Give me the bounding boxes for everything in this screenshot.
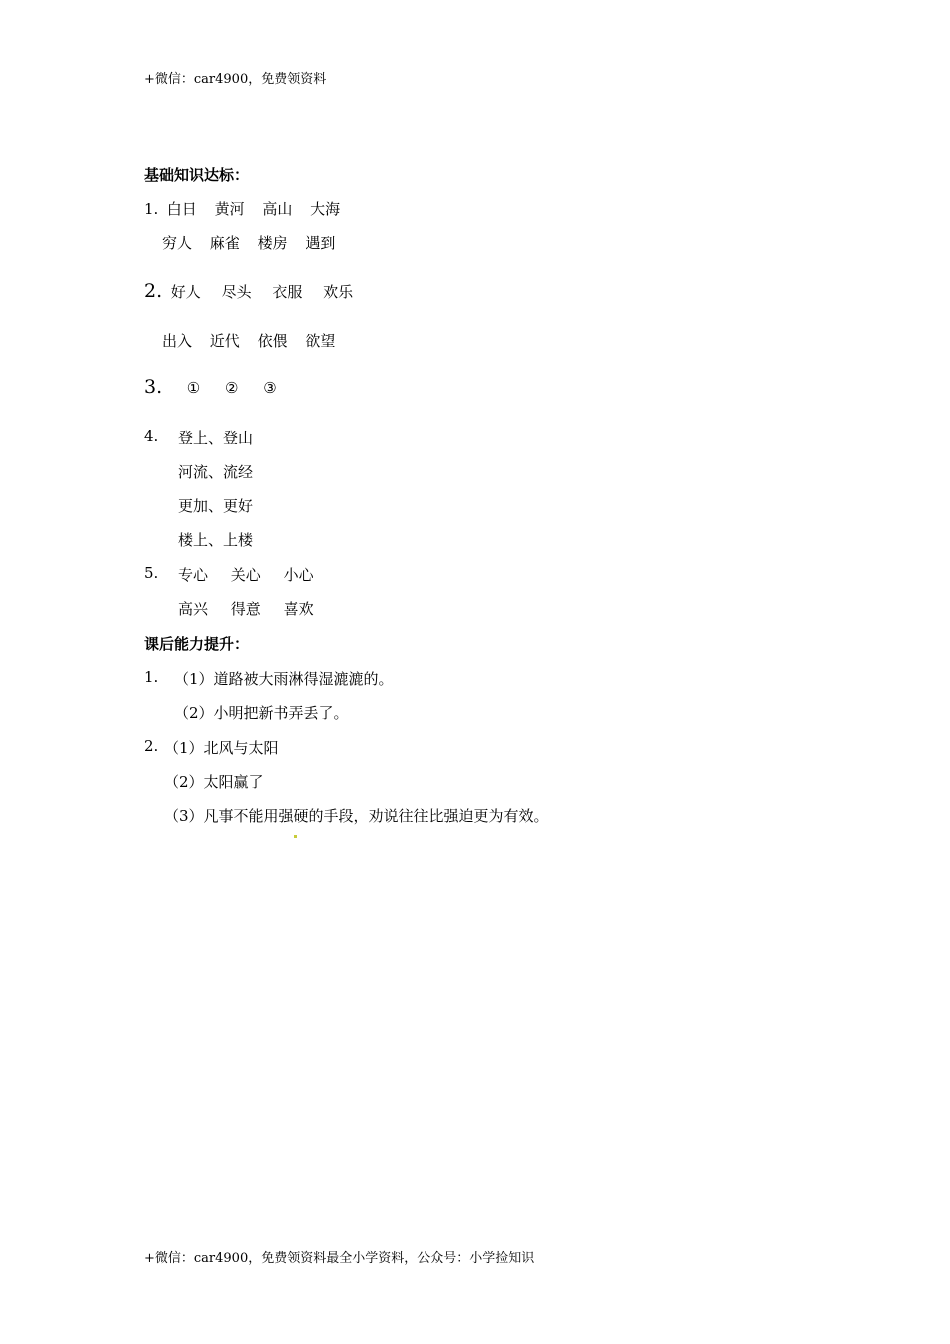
word: 小心 — [283, 566, 314, 584]
section-title-extension: 课后能力提升： — [144, 635, 250, 653]
word: 穷人 — [162, 234, 193, 252]
q3-row — [144, 376, 297, 398]
q4-line: 楼上、上楼 — [178, 531, 254, 549]
word: 高兴 — [178, 600, 209, 618]
word: 近代 — [209, 332, 240, 350]
q1-row2 — [162, 232, 348, 253]
circled-item: ① — [186, 379, 201, 397]
word: 高山 — [262, 200, 293, 218]
word: 麻雀 — [209, 234, 240, 252]
s2-q2-number: 2. — [144, 737, 159, 755]
s2-q1-line: （1）道路被大雨淋得湿漉漉的。 — [174, 670, 394, 688]
word: 喜欢 — [283, 600, 314, 618]
word: 遇到 — [305, 234, 336, 252]
word: 欢乐 — [323, 283, 354, 301]
q3-number: 3. — [144, 376, 163, 398]
q5-row1 — [178, 564, 332, 585]
word: 欲望 — [305, 332, 336, 350]
q1-number: 1. — [144, 200, 159, 218]
word: 尽头 — [221, 283, 252, 301]
q1-row1 — [144, 198, 353, 219]
word: 好人 — [170, 283, 201, 301]
q2-number: 2. — [144, 280, 163, 302]
q4-line: 更加、更好 — [178, 497, 254, 515]
q4-number: 4. — [144, 427, 159, 445]
q5-row2 — [178, 598, 332, 619]
s2-q1-line: （2）小明把新书弄丢了。 — [174, 704, 349, 722]
circled-item: ② — [225, 379, 239, 397]
word: 关心 — [230, 566, 261, 584]
q4-line: 登上、登山 — [178, 429, 254, 447]
word: 出入 — [162, 332, 193, 350]
word: 依偎 — [257, 332, 288, 350]
section-title-basic: 基础知识达标： — [144, 166, 250, 184]
q2-row1 — [144, 280, 369, 302]
s2-q2-line: （3）凡事不能用强硬的手段，劝说往往比强迫更为有效。 — [164, 807, 549, 825]
stray-mark — [294, 835, 297, 838]
word: 得意 — [230, 600, 261, 618]
word: 黄河 — [214, 200, 245, 218]
word: 衣服 — [272, 283, 303, 301]
page-header: +微信：car4900，免费领资料 — [144, 72, 327, 87]
s2-q1-number: 1. — [144, 668, 159, 686]
q4-line: 河流、流经 — [178, 463, 254, 481]
s2-q2-line: （2）太阳赢了 — [164, 773, 264, 791]
s2-q2-line: （1）北风与太阳 — [164, 739, 279, 757]
page-footer: +微信：car4900，免费领资料最全小学资料，公众号：小学捡知识 — [144, 1251, 535, 1266]
word: 楼房 — [257, 234, 288, 252]
word: 专心 — [178, 566, 209, 584]
word: 白日 — [166, 200, 197, 218]
q2-row2 — [162, 330, 348, 351]
circled-item: ③ — [263, 379, 277, 397]
word: 大海 — [310, 200, 341, 218]
q5-number: 5. — [144, 564, 159, 582]
